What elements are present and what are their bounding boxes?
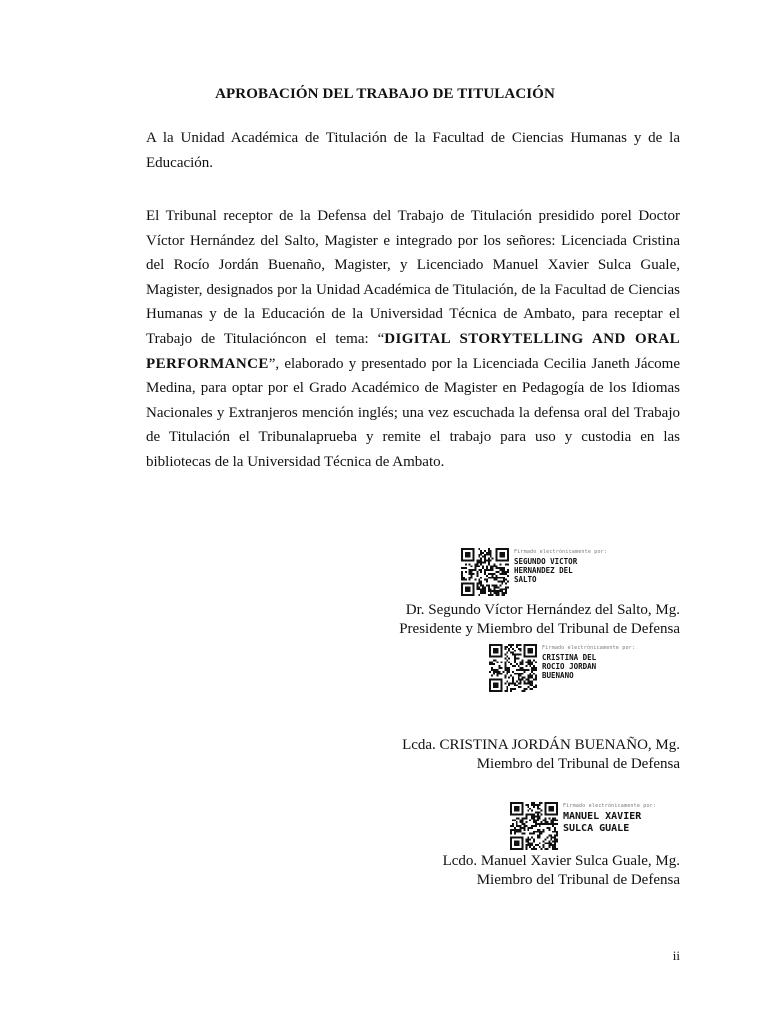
- signature-block-2: [402, 736, 680, 774]
- signature-stamp-2: [489, 644, 635, 692]
- signer-role: Miembro del Tribunal de Defensa: [476, 872, 680, 888]
- stamp-signer-name: MANUEL XAVIER SULCA GUALE: [563, 811, 642, 834]
- stamp-caption: Firmado electrónicamente por:: [542, 645, 636, 651]
- approval-text-before: El Tribunal receptor de la Defensa del Trabajo de Titulación presidido porel Doctor Víctor Hernández del Salto, Magister e integrado por los señores: Licenciada Cristina del Rocío Jordán Buenaño, Magister, y Licenciado Manuel Xavier Sulca Guale, Magister, designados por la Unidad Académica de Titulación, de la Facultad de Ciencias Humanas y de la Educación de la Universidad Técnica de Ambato, para receptar el Trabajo de Titulacióncon el tema: “: [146, 208, 680, 347]
- signer-name: Lcdo. Manuel Xavier Sulca Guale, Mg.: [442, 853, 680, 869]
- stamp-signer-name: CRISTINA DEL ROCIO JORDAN BUENANO: [542, 653, 597, 680]
- signature-block-3: [443, 852, 680, 890]
- signer-role: Presidente y Miembro del Tribunal de Defensa: [399, 621, 680, 637]
- signer-role: Miembro del Tribunal de Defensa: [476, 756, 680, 772]
- intro-paragraph: A la Unidad Académica de Titulación de la Facultad de Ciencias Humanas y de la Educación.: [146, 130, 680, 171]
- signer-name: Lcda. CRISTINA JORDÁN BUENAÑO, Mg.: [402, 737, 680, 753]
- thesis-topic: DIGITAL STORYTELLING AND ORAL PERFORMANCE: [146, 330, 680, 372]
- qr-code-icon: [489, 644, 537, 692]
- qr-code-icon: [510, 802, 558, 850]
- qr-code-icon: [461, 548, 509, 596]
- approval-paragraph: [146, 204, 680, 475]
- approval-text-after: ”, elaborado y presentado por la Licenciada Cecilia Janeth Jácome Medina, para optar por el Grado Académico de Magister en Pedagogía de los Idiomas Nacionales y Extranjeros mención inglés; una vez escuchada la defensa oral del Trabajo de Titulación el Tribunalaprueba y remite el trabajo para uso y custodia en las bibliotecas de la Universidad Técnica de Ambato.: [146, 355, 680, 470]
- signature-stamp-1: [461, 548, 607, 596]
- stamp-caption: Firmado electrónicamente por:: [563, 803, 657, 809]
- signature-stamp-3: [510, 802, 656, 850]
- stamp-signer-name: SEGUNDO VICTOR HERNANDEZ DEL SALTO: [514, 557, 578, 584]
- stamp-caption: Firmado electrónicamente por:: [514, 549, 608, 555]
- page-title: APROBACIÓN DEL TRABAJO DE TITULACIÓN: [215, 86, 555, 102]
- signer-name: Dr. Segundo Víctor Hernández del Salto, Mg.: [405, 602, 680, 618]
- signature-block-1: [399, 601, 680, 639]
- page-number: ii: [672, 948, 680, 963]
